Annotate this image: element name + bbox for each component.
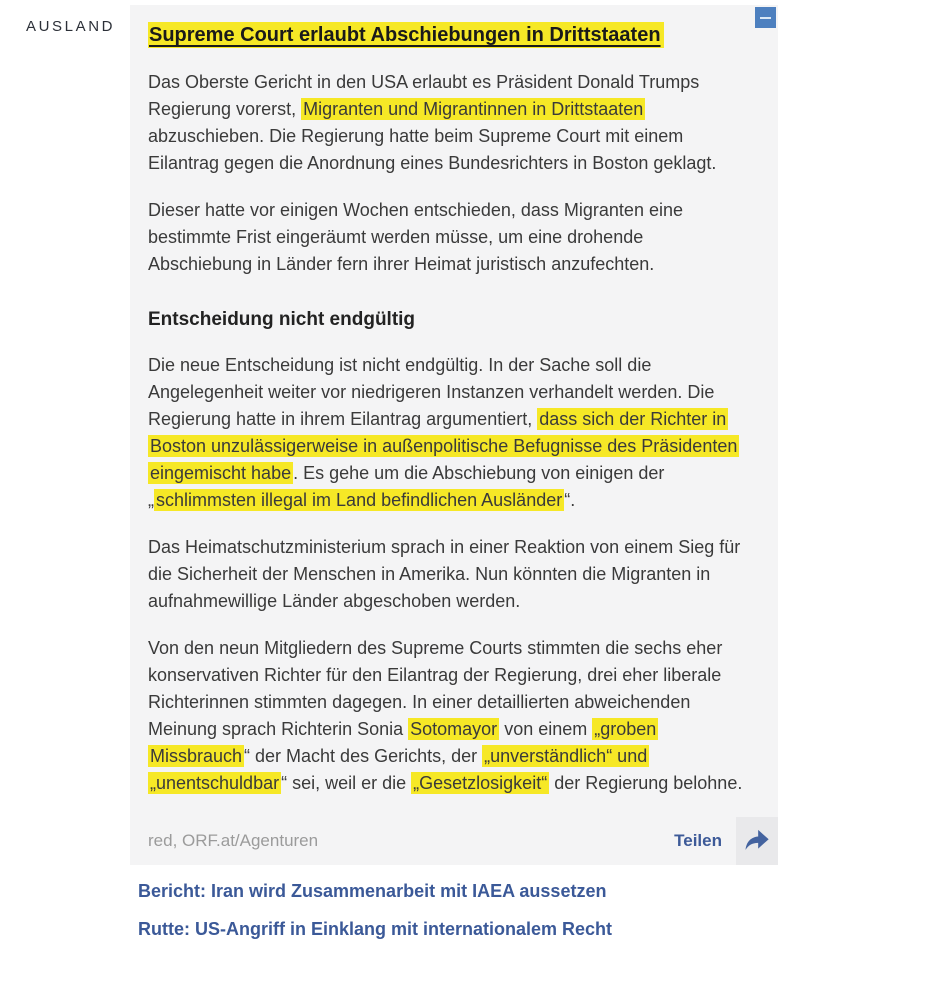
minus-icon — [760, 17, 771, 19]
text-segment: “. — [564, 490, 576, 510]
text-segment: abzuschieben. Die Regierung hatte beim Supreme Court mit einem Eilantrag gegen die Anordnung eines Bundesrichters in Boston geklagt. — [148, 126, 717, 173]
article-paragraph — [148, 352, 748, 514]
article-paragraph — [148, 69, 748, 177]
text-segment: . Es gehe um die Abschiebung von einigen der „ — [148, 463, 665, 510]
byline: red, ORF.at/Agenturen — [148, 831, 319, 850]
related-link[interactable]: Bericht: Iran wird Zusammenarbeit mit IAEA aussetzen — [138, 881, 607, 901]
share-label[interactable]: Teilen — [674, 831, 722, 850]
article-paragraph — [148, 197, 748, 278]
highlighted-text: Migranten und Migrantinnen in Drittstaaten — [303, 99, 644, 119]
article-footer — [130, 817, 778, 865]
article-panel — [130, 5, 778, 865]
highlighted-text: schlimmsten illegal im Land befindlichen Ausländer — [156, 490, 563, 510]
article-paragraph — [148, 534, 748, 615]
highlighted-text: Sotomayor — [410, 719, 498, 739]
highlighted-text: „Gesetzlosigkeit“ — [413, 773, 548, 793]
headline-highlight[interactable]: Supreme Court erlaubt Abschiebungen in Drittstaaten — [148, 22, 664, 48]
text-segment: Von den neun Mitgliedern des Supreme Courts stimmten die sechs eher konservativen Richter für den Eilantrag der Regierung, drei eher liberale Richterinnen stimmten dagegen. In einer detaillierten abweichenden Meinung sprach Richterin Sonia — [148, 638, 723, 739]
page — [0, 5, 944, 982]
text-segment: “ sei, weil er die — [281, 773, 412, 793]
article-headline — [148, 22, 748, 49]
article-subheading: Entscheidung nicht endgültig — [148, 309, 416, 330]
share-box[interactable] — [736, 817, 778, 865]
share-arrow-icon — [743, 828, 771, 854]
text-segment: “ der Macht des Gerichts, der — [244, 746, 483, 766]
highlighted-text: dass sich der Richter in Boston unzulässigerweise in außenpolitische Befugnisse des Präsidenten eingemischt habe — [150, 409, 738, 483]
article-body — [148, 69, 748, 797]
text-segment: Das Heimatschutzministerium sprach in einer Reaktion von einem Sieg für die Sicherheit der Menschen in Amerika. Nun könnten die Migranten in aufnahmewillige Länder abgeschoben werden. — [148, 537, 741, 611]
text-segment: von einem — [499, 719, 593, 739]
article-paragraph — [148, 635, 748, 797]
text-segment: der Regierung belohne. — [549, 773, 743, 793]
share-button[interactable] — [674, 817, 778, 865]
text-segment: Dieser hatte vor einigen Wochen entschieden, dass Migranten eine bestimmte Frist eingeräumt werden müsse, um eine drohende Abschiebung in Länder fern ihrer Heimat juristisch anzufechten. — [148, 200, 683, 274]
highlighted-text: „unverständlich“ und „unentschuldbar — [150, 746, 648, 793]
minimize-button[interactable] — [755, 7, 776, 28]
article-content — [130, 5, 778, 797]
text-segment: Die neue Entscheidung ist nicht endgültig. In der Sache soll die Angelegenheit weiter vor niedrigeren Instanzen verhandelt werden. Die Regierung hatte in ihrem Eilantrag argumentiert, — [148, 355, 715, 429]
text-segment: Das Oberste Gericht in den USA erlaubt es Präsident Donald Trumps Regierung vorerst, — [148, 72, 700, 119]
related-links — [138, 879, 944, 955]
related-link[interactable]: Rutte: US-Angriff in Einklang mit internationalem Recht — [138, 919, 613, 939]
category-label: AUSLAND — [26, 18, 116, 35]
highlighted-text: „groben Missbrauch — [150, 719, 657, 766]
